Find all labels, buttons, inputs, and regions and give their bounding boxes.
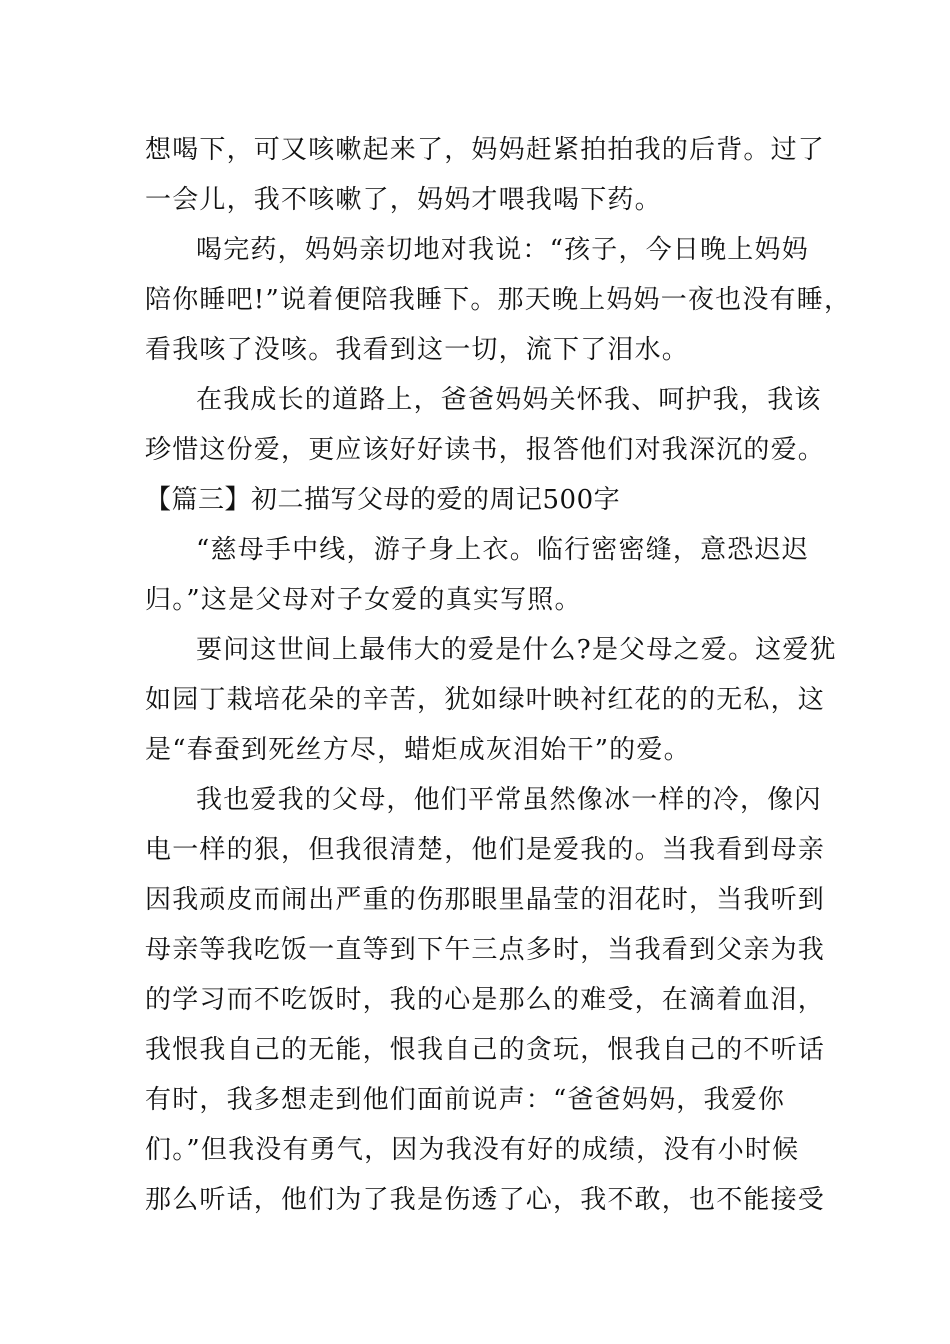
text-line: 母亲等我吃饭一直等到下午三点多时，当我看到父亲为我 xyxy=(145,935,826,965)
text-line: 珍惜这份爱，更应该好好读书，报答他们对我深沉的爱。 xyxy=(145,435,826,465)
text-line: 如园丁栽培花朵的辛苦，犹如绿叶映衬红花的的无私，这 xyxy=(145,685,826,715)
text-line: 我恨我自己的无能，恨我自己的贪玩，恨我自己的不听话 xyxy=(145,1035,826,1065)
text-line: 一会儿，我不咳嗽了，妈妈才喂我喝下药。 xyxy=(145,185,662,215)
text-line: 陪你睡吧!”说着便陪我睡下。那天晚上妈妈一夜也没有睡， xyxy=(145,285,852,315)
text-line: 电一样的狠，但我很清楚，他们是爱我的。当我看到母亲 xyxy=(145,835,826,865)
text-line: 那么听话，他们为了我是伤透了心，我不敢，也不能接受 xyxy=(145,1185,826,1215)
paragraph-start-line: 要问这世间上最伟大的爱是什么?是父母之爱。这爱犹 xyxy=(196,635,837,665)
text-line: 有时，我多想走到他们面前说声：“爸爸妈妈，我爱你 xyxy=(145,1085,786,1115)
text-line: 想喝下，可又咳嗽起来了，妈妈赶紧拍拍我的后背。过了 xyxy=(145,135,826,165)
text-line: 归。”这是父母对子女爱的真实写照。 xyxy=(145,585,582,615)
paragraph-start-line: “慈母手中线，游子身上衣。临行密密缝，意恐迟迟 xyxy=(196,535,809,565)
text-line: 们。”但我没有勇气，因为我没有好的成绩，没有小时候 xyxy=(145,1135,800,1165)
section-heading: 【篇三】初二描写父母的爱的周记500字 xyxy=(145,485,621,515)
text-line: 因我顽皮而闹出严重的伤那眼里晶莹的泪花时，当我听到 xyxy=(145,885,826,915)
text-line: 看我咳了没咳。我看到这一切，流下了泪水。 xyxy=(145,335,690,365)
paragraph-start-line: 我也爱我的父母，他们平常虽然像冰一样的冷，像闪 xyxy=(196,785,822,815)
paragraph-start-line: 在我成长的道路上，爸爸妈妈关怀我、呵护我，我该 xyxy=(196,385,822,415)
text-line: 是“春蚕到死丝方尽，蜡炬成灰泪始干”的爱。 xyxy=(145,735,691,765)
paragraph-start-line: 喝完药，妈妈亲切地对我说：“孩子，今日晚上妈妈 xyxy=(196,235,809,265)
text-line: 的学习而不吃饭时，我的心是那么的难受，在滴着血泪， xyxy=(145,985,826,1015)
